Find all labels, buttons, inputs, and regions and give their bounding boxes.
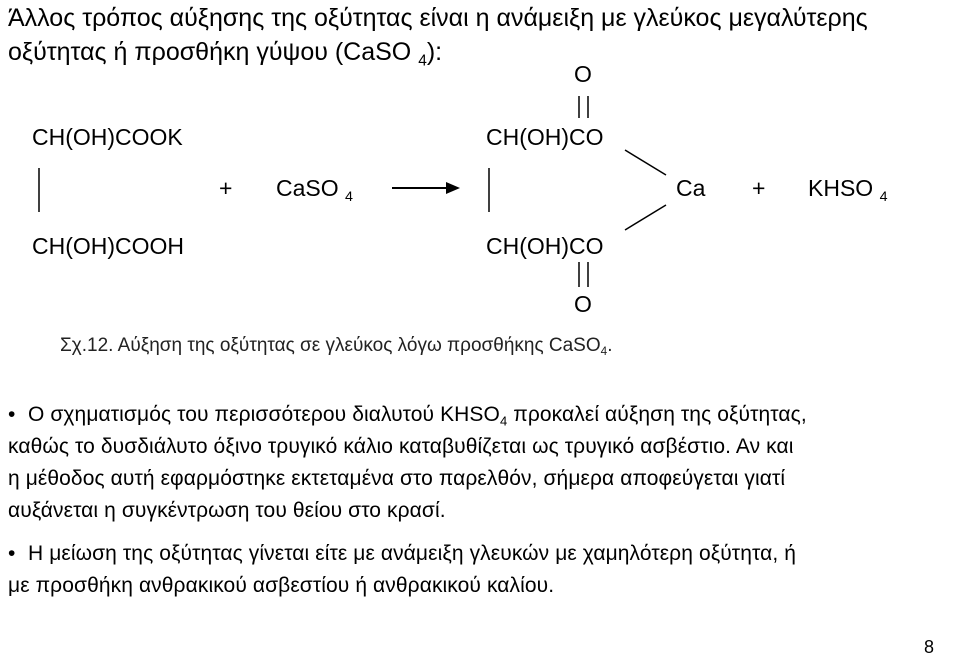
bullet-1-pre: Ο σχηματισμός του περισσότερου διαλυτού KHSO	[28, 403, 500, 426]
ca-upper-bond	[625, 150, 666, 175]
intro-line-2-suffix: ):	[426, 38, 443, 66]
bullet-1-marker: •	[8, 403, 16, 426]
bullet-1-line-2: καθώς το δυσδιάλυτο όξινο τρυγικό κάλιο καταβυθίζεται ως τρυγικό ασβέστιο. Αν και	[8, 435, 794, 458]
product-top-oxygen: O	[574, 61, 592, 87]
bullet-2-line-2: με προσθήκη ανθρακικού ασβεστίου ή ανθρακικού καλίου.	[8, 574, 555, 597]
reaction-arrow-head	[446, 182, 460, 194]
product-top: CH(OH)CO	[486, 124, 604, 150]
reagent-main: CaSO	[276, 175, 339, 201]
bullet-1-line-3: η μέθοδος αυτή εφαρμόστηκε εκτεταμένα στο παρελθόν, σήμερα αποφεύγεται γιατί	[8, 467, 786, 490]
page-number: 8	[924, 637, 935, 657]
reactant-top: CH(OH)COOK	[32, 124, 183, 150]
byproduct-main: KHSO	[808, 175, 874, 201]
byproduct-khso4	[808, 175, 888, 205]
bullet-2-marker: •	[8, 542, 16, 565]
product-bottom: CH(OH)CO	[486, 233, 604, 259]
figure-caption	[60, 335, 613, 359]
calcium-atom: Ca	[676, 175, 706, 201]
plus-sign-2: +	[752, 175, 766, 201]
bullet-paragraph-2	[8, 538, 796, 602]
caption-sub: 4	[600, 345, 608, 359]
reactant-bottom: CH(OH)COOH	[32, 233, 185, 259]
bullet-2-pre: Η μείωση της οξύτητας γίνεται είτε με ανάμειξη γλευκών με χαμηλότερη οξύτητα, ή	[28, 542, 796, 565]
bullet-2-first-line	[8, 538, 796, 570]
bullet-paragraph-1	[8, 399, 807, 527]
intro-line-2-sub: 4	[418, 52, 427, 70]
caption-text: Σχ.12. Αύξηση της οξύτητας σε γλεύκος λόγω προσθήκης CaSO	[60, 335, 601, 356]
intro-line-2	[8, 38, 443, 70]
product-bottom-oxygen: O	[574, 291, 592, 317]
bullet-1-first-line	[8, 399, 807, 431]
caption-suffix: .	[607, 335, 613, 356]
bullet-1-post: προκαλεί αύξηση της οξύτητας,	[507, 403, 807, 426]
intro-line-2-prefix: οξύτητας ή προσθήκη γύψου (CaSO	[8, 38, 412, 66]
plus-sign-1: +	[219, 175, 233, 201]
bullet-1-sub: 4	[499, 413, 508, 429]
byproduct-sub: 4	[879, 188, 888, 205]
reagent-sub: 4	[345, 188, 353, 205]
reagent-caso4	[276, 175, 353, 205]
intro-line-1: Άλλος τρόπος αύξησης της οξύτητας είναι η ανάμειξη με γλεύκος μεγαλύτερης	[8, 4, 868, 32]
ca-lower-bond	[625, 205, 666, 230]
bullet-1-line-4: αυξάνεται η συγκέντρωση του θείου στο κρασί.	[8, 499, 446, 522]
